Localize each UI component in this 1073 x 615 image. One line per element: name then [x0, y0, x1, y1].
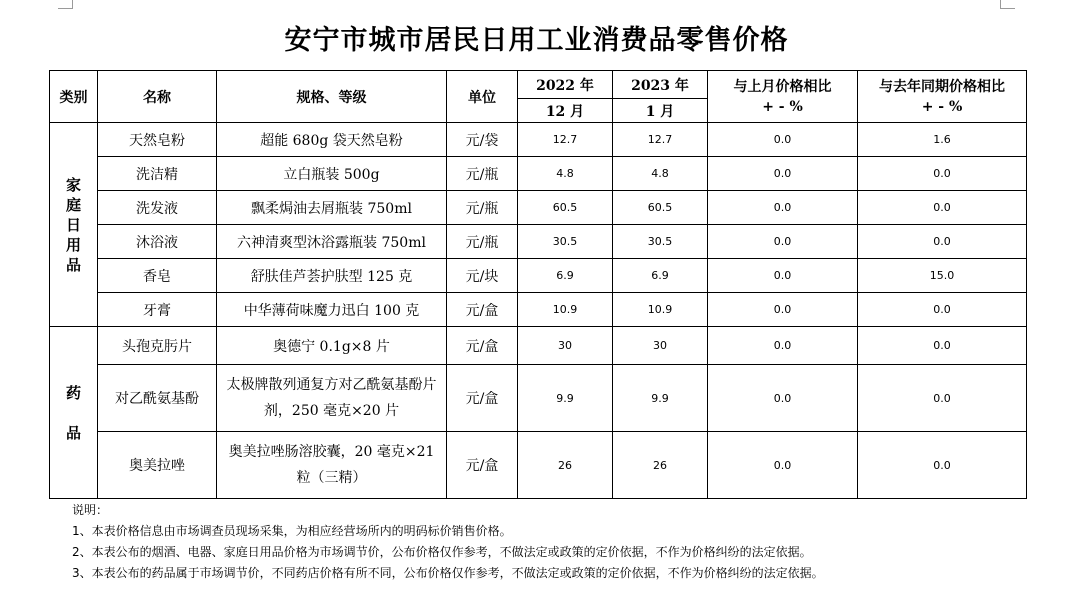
cell-prev-price: 12.7: [518, 123, 613, 157]
cell-spec: 舒肤佳芦荟护肤型 125 克: [217, 259, 447, 293]
page-title: 安宁市城市居民日用工业消费品零售价格: [284, 25, 789, 56]
notes-heading: 说明：: [72, 503, 109, 517]
col-header-cur-year: 2023 年: [613, 71, 708, 99]
col-header-yoy: [858, 71, 1027, 123]
cell-yoy: 0.0: [858, 225, 1027, 259]
col-header-cur-month: 1 月: [613, 99, 708, 123]
cell-cur-price: 30.5: [613, 225, 708, 259]
category-medicine: 药 品: [50, 327, 98, 499]
cell-cur-price: 30: [613, 327, 708, 365]
cell-mom: 0.0: [708, 293, 858, 327]
cell-spec: 超能 680g 袋天然皂粉: [217, 123, 447, 157]
col-header-spec: 规格、等级: [217, 71, 447, 123]
col-header-category: 类别: [50, 71, 98, 123]
col-header-prev-year: 2022 年: [518, 71, 613, 99]
cell-cur-price: 10.9: [613, 293, 708, 327]
table-row: [50, 225, 1027, 259]
cell-name: 洗发液: [98, 191, 217, 225]
col-header-mom-line2: + - %: [762, 98, 803, 115]
cell-prev-price: 4.8: [518, 157, 613, 191]
cell-prev-price: 60.5: [518, 191, 613, 225]
cell-unit: 元/盒: [447, 293, 518, 327]
cell-mom: 0.0: [708, 191, 858, 225]
page-corner-mark-left: [58, 0, 73, 9]
cell-cur-price: 9.9: [613, 365, 708, 432]
table-row: [50, 327, 1027, 365]
note-item: 1、本表价格信息由市场调查员现场采集，为相应经营场所内的明码标价销售价格。: [72, 524, 512, 538]
cell-unit: 元/盒: [447, 432, 518, 499]
cell-cur-price: 6.9: [613, 259, 708, 293]
cell-cur-price: 26: [613, 432, 708, 499]
cell-cur-price: 60.5: [613, 191, 708, 225]
cell-name: 对乙酰氨基酚: [98, 365, 217, 432]
cell-unit: 元/盒: [447, 365, 518, 432]
table-row: [50, 293, 1027, 327]
cell-prev-price: 10.9: [518, 293, 613, 327]
table-row: [50, 123, 1027, 157]
note-item: 2、本表公布的烟酒、电器、家庭日用品价格为市场调节价，公布价格仅作参考，不做法定或政策的定价依据，不作为价格纠纷的法定依据。: [72, 545, 812, 559]
cell-mom: 0.0: [708, 365, 858, 432]
cell-mom: 0.0: [708, 259, 858, 293]
cell-unit: 元/瓶: [447, 191, 518, 225]
col-header-yoy-line2: + - %: [921, 98, 963, 115]
cell-unit: 元/盒: [447, 327, 518, 365]
cell-mom: 0.0: [708, 432, 858, 499]
table-row: [50, 157, 1027, 191]
cell-spec: 六神清爽型沐浴露瓶装 750ml: [217, 225, 447, 259]
cell-cur-price: 12.7: [613, 123, 708, 157]
cell-name: 香皂: [98, 259, 217, 293]
cell-spec: 立白瓶装 500g: [217, 157, 447, 191]
col-header-unit: 单位: [447, 71, 518, 123]
cell-yoy: 0.0: [858, 365, 1027, 432]
col-header-mom-line1: 与上月价格相比: [733, 78, 832, 95]
cell-name: 牙膏: [98, 293, 217, 327]
col-header-mom: [708, 71, 858, 123]
cell-unit: 元/瓶: [447, 157, 518, 191]
cell-yoy: 0.0: [858, 327, 1027, 365]
table-row: [50, 365, 1027, 432]
table-row: [50, 432, 1027, 499]
cell-unit: 元/块: [447, 259, 518, 293]
cell-unit: 元/袋: [447, 123, 518, 157]
page-corner-mark-right: [1000, 0, 1015, 9]
cell-yoy: 0.0: [858, 191, 1027, 225]
cell-spec: 奥美拉唑肠溶胶囊，20 毫克×21 粒（三精）: [217, 432, 447, 499]
cell-spec: 飘柔焗油去屑瓶装 750ml: [217, 191, 447, 225]
cell-spec: 太极牌散列通复方对乙酰氨基酚片剂，250 毫克×20 片: [217, 365, 447, 432]
price-table: [49, 70, 1027, 499]
category-household: 家 庭 日 用 品: [50, 123, 98, 327]
cell-mom: 0.0: [708, 157, 858, 191]
cell-prev-price: 9.9: [518, 365, 613, 432]
cell-name: 洗洁精: [98, 157, 217, 191]
cell-yoy: 0.0: [858, 157, 1027, 191]
cell-yoy: 0.0: [858, 293, 1027, 327]
cell-spec: 中华薄荷味魔力迅白 100 克: [217, 293, 447, 327]
cell-yoy: 0.0: [858, 432, 1027, 499]
notes-section: [72, 500, 824, 584]
col-header-name: 名称: [98, 71, 217, 123]
cell-yoy: 15.0: [858, 259, 1027, 293]
cell-cur-price: 4.8: [613, 157, 708, 191]
cell-mom: 0.0: [708, 225, 858, 259]
cell-prev-price: 6.9: [518, 259, 613, 293]
cell-mom: 0.0: [708, 327, 858, 365]
cell-prev-price: 26: [518, 432, 613, 499]
col-header-prev-month: 12 月: [518, 99, 613, 123]
table-row: [50, 259, 1027, 293]
cell-name: 天然皂粉: [98, 123, 217, 157]
note-item: 3、本表公布的药品属于市场调节价，不同药店价格有所不同，公布价格仅作参考，不做法定或政策的定价依据，不作为价格纠纷的法定依据。: [72, 566, 824, 580]
cell-prev-price: 30: [518, 327, 613, 365]
cell-yoy: 1.6: [858, 123, 1027, 157]
col-header-yoy-line1: 与去年同期价格相比: [879, 78, 1005, 95]
cell-mom: 0.0: [708, 123, 858, 157]
cell-spec: 奥德宁 0.1g×8 片: [217, 327, 447, 365]
header-row-top: [50, 71, 1027, 99]
cell-prev-price: 30.5: [518, 225, 613, 259]
table-row: [50, 191, 1027, 225]
cell-name: 头孢克肟片: [98, 327, 217, 365]
cell-unit: 元/瓶: [447, 225, 518, 259]
cell-name: 奥美拉唑: [98, 432, 217, 499]
cell-name: 沐浴液: [98, 225, 217, 259]
